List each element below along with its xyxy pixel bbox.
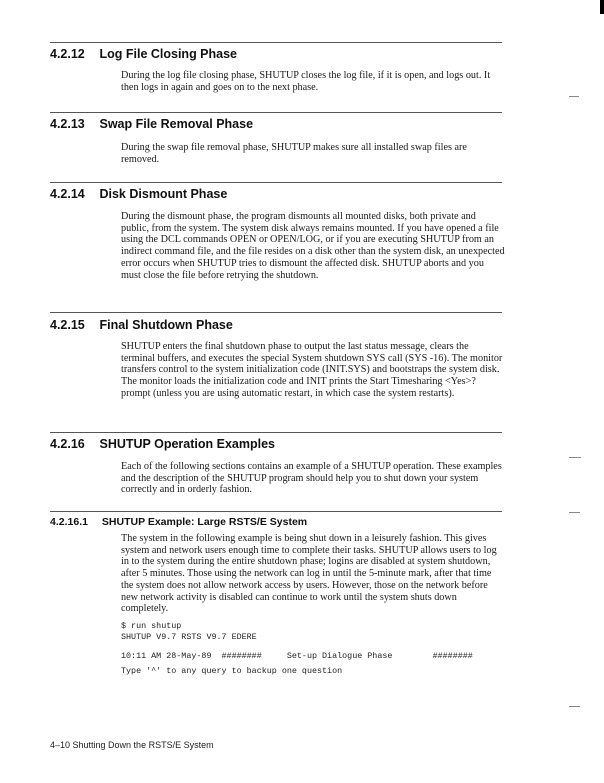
section-body: Each of the following sections contains an example of a SHUTUP operation. These examples and the description of the SHUTUP program should help you to shut down your system correctly and in orderly fashion. [121, 461, 502, 496]
section-heading-4-2-15 [50, 318, 233, 332]
section-rule [50, 312, 502, 313]
section-title: Swap File Removal Phase [99, 117, 254, 131]
section-rule [50, 112, 502, 113]
section-rule [50, 511, 502, 512]
section-title: Log File Closing Phase [99, 47, 238, 61]
section-rule [50, 182, 502, 183]
section-rule [50, 432, 502, 433]
section-title: SHUTUP Example: Large RSTS/E System [101, 516, 308, 528]
section-title: Disk Dismount Phase [99, 187, 228, 201]
section-title: SHUTUP Operation Examples [99, 437, 275, 451]
section-title: Final Shutdown Phase [99, 318, 233, 332]
section-body: The system in the following example is being shut down in a leisurely fashion. This gives system and network users enough time to complete their tasks. SHUTUP allows users to log in to the system during the entire shutdown phase; logins are disabled at system shutdown, after 5 minutes. Those using the network can log in until the 5-minute mark, after that time the system does not allow network access by users. However, those on the network before new network activity is disabled can continue to work until the system shuts down completely. [121, 533, 497, 615]
section-body: SHUTUP enters the final shutdown phase to output the last status message, clears the terminal buffers, and executes the special System shutdown SYS call (SYS -16). The monitor transfers control to the system initialization code (INIT.SYS) and bootstraps the system disk. The monitor loads the initialization code and INIT prints the Start Timesharing <Yes>? prompt (unless you are using automatic restart, in which case the system restarts). [121, 341, 503, 399]
example-phase-line: 10:11 AM 28-May-89 ######## Set-up Dialogue Phase ######## [121, 651, 473, 661]
page-footer: 4–10 Shutting Down the RSTS/E System [50, 740, 214, 750]
section-number: 4.2.14 [50, 187, 85, 201]
section-number: 4.2.15 [50, 318, 85, 332]
section-body: During the dismount phase, the program dismounts all mounted disks, both private and public, from the system. The system disk always remains mounted. If you have opened a file using the DCL commands OPEN or OPEN/LOG, or if you are executing SHUTUP from an indirect command file, and the file resides on a disk other than the system disk, an unexpected error occurs when SHUTUP tries to dismount the affected disk. SHUTUP aborts and you must close the file before retrying the shutdown. [121, 211, 505, 281]
example-hint-line: Type '^' to any query to backup one question [121, 666, 343, 676]
section-heading-4-2-14 [50, 187, 227, 201]
section-rule [50, 42, 502, 43]
scan-artifact [600, 0, 604, 14]
scan-artifact [569, 512, 580, 513]
section-heading-4-2-12 [50, 47, 237, 61]
section-number: 4.2.13 [50, 117, 85, 131]
section-number: 4.2.16.1 [50, 516, 88, 528]
section-body: During the swap file removal phase, SHUTUP makes sure all installed swap files are removed. [121, 142, 467, 165]
section-heading-4-2-16 [50, 437, 275, 451]
scan-artifact [569, 96, 579, 97]
section-number: 4.2.16 [50, 437, 85, 451]
section-heading-4-2-13 [50, 117, 253, 131]
scan-artifact [569, 457, 581, 458]
section-number: 4.2.12 [50, 47, 85, 61]
section-body: During the log file closing phase, SHUTUP closes the log file, if it is open, and logs out. It then logs in again and goes on to the next phase. [121, 70, 491, 93]
example-version-line: SHUTUP V9.7 RSTS V9.7 EDERE [121, 632, 257, 642]
scan-artifact [569, 706, 580, 707]
example-command-line: $ run shutup [121, 621, 182, 631]
section-heading-4-2-16-1 [50, 516, 307, 528]
